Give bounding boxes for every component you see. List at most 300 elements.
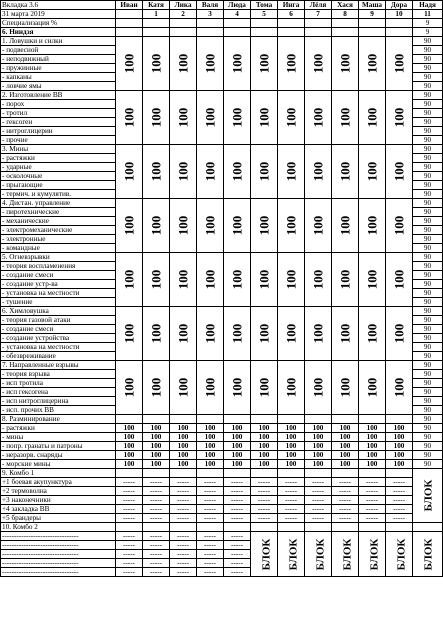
section-9-item-row bbox=[1, 514, 443, 523]
score-block bbox=[251, 91, 278, 145]
score-value: 100 bbox=[224, 460, 251, 469]
skill-label: - морские мины bbox=[1, 460, 116, 469]
score-block bbox=[251, 199, 278, 253]
empty-cell bbox=[278, 415, 305, 424]
score-value: 100 bbox=[116, 451, 143, 460]
score-value: 100 bbox=[364, 323, 380, 344]
last-score: 90 bbox=[413, 181, 443, 190]
score-value: 100 bbox=[170, 460, 197, 469]
block-label: БЛОК bbox=[287, 538, 300, 570]
column-name-7: Лёля bbox=[305, 1, 332, 10]
empty-cell bbox=[386, 469, 413, 478]
score-value: 100 bbox=[256, 53, 272, 74]
score-value: 100 bbox=[148, 323, 164, 344]
score-value: 100 bbox=[170, 433, 197, 442]
last-score: 90 bbox=[413, 271, 443, 280]
skill-label: - растяжки bbox=[1, 424, 116, 433]
score-value: 100 bbox=[337, 161, 353, 182]
column-number-5: 5 bbox=[251, 10, 278, 19]
dash-cell: ----- bbox=[197, 532, 224, 541]
last-score: 90 bbox=[413, 424, 443, 433]
score-value: 100 bbox=[148, 107, 164, 128]
score-value: 100 bbox=[332, 451, 359, 460]
ninja-row bbox=[1, 28, 443, 37]
score-block bbox=[359, 37, 386, 91]
score-value: 100 bbox=[229, 215, 245, 236]
score-block bbox=[278, 37, 305, 91]
skill-label: - электронные bbox=[1, 235, 116, 244]
score-value: 100 bbox=[170, 442, 197, 451]
empty-cell bbox=[116, 28, 143, 37]
skill-label: - тротил bbox=[1, 109, 116, 118]
blank-label: -------------------------------- bbox=[1, 559, 116, 568]
column-number-1: 1 bbox=[143, 10, 170, 19]
score-value: 100 bbox=[175, 161, 191, 182]
section-title: 5. Огневзрывки bbox=[1, 253, 116, 262]
score-block bbox=[386, 37, 413, 91]
last-score: 90 bbox=[413, 262, 443, 271]
dash-cell: ----- bbox=[116, 568, 143, 577]
score-block bbox=[305, 91, 332, 145]
header-row-date bbox=[1, 10, 443, 19]
combo-label: +1 боевая акупунктура bbox=[1, 478, 116, 487]
score-block bbox=[143, 91, 170, 145]
score-block bbox=[305, 145, 332, 199]
section-title: 3. Мины bbox=[1, 145, 116, 154]
last-score: 90 bbox=[413, 73, 443, 82]
score-value: 100 bbox=[121, 53, 137, 74]
last-score: 90 bbox=[413, 64, 443, 73]
skill-label: - создание устр-ва bbox=[1, 280, 116, 289]
empty-cell bbox=[143, 19, 170, 28]
empty-cell bbox=[359, 415, 386, 424]
score-value: 100 bbox=[337, 107, 353, 128]
last-score: 90 bbox=[413, 118, 443, 127]
column-number-4: 4 bbox=[224, 10, 251, 19]
score-value: 100 bbox=[170, 451, 197, 460]
dash-cell: ----- bbox=[224, 478, 251, 487]
score-block bbox=[116, 37, 143, 91]
empty-cell bbox=[170, 28, 197, 37]
dash-cell: ----- bbox=[143, 487, 170, 496]
dash-cell: ----- bbox=[386, 514, 413, 523]
score-block bbox=[197, 199, 224, 253]
score-value: 100 bbox=[364, 53, 380, 74]
score-value: 100 bbox=[251, 424, 278, 433]
score-value: 100 bbox=[283, 269, 299, 290]
score-value: 100 bbox=[143, 442, 170, 451]
score-value: 100 bbox=[197, 424, 224, 433]
score-block bbox=[332, 91, 359, 145]
empty-cell bbox=[359, 28, 386, 37]
score-value: 100 bbox=[175, 107, 191, 128]
score-block bbox=[386, 145, 413, 199]
score-value: 100 bbox=[251, 451, 278, 460]
column-name-11: Надя bbox=[413, 1, 443, 10]
dash-cell: ----- bbox=[116, 478, 143, 487]
score-value: 100 bbox=[116, 442, 143, 451]
dash-cell: ----- bbox=[143, 568, 170, 577]
score-value: 100 bbox=[143, 460, 170, 469]
section-4-title-row bbox=[1, 199, 443, 208]
dash-cell: ----- bbox=[143, 505, 170, 514]
section-2-title-row bbox=[1, 91, 443, 100]
dash-cell: ----- bbox=[197, 541, 224, 550]
dash-cell: ----- bbox=[224, 514, 251, 523]
blank-label: -------------------------------- bbox=[1, 550, 116, 559]
last-score: 90 bbox=[413, 307, 443, 316]
score-value: 100 bbox=[197, 451, 224, 460]
score-block bbox=[251, 145, 278, 199]
dash-cell: ----- bbox=[332, 478, 359, 487]
last-score: 90 bbox=[413, 199, 443, 208]
score-block bbox=[143, 253, 170, 307]
dash-cell: ----- bbox=[278, 496, 305, 505]
score-value: 100 bbox=[256, 215, 272, 236]
dash-cell: ----- bbox=[116, 559, 143, 568]
column-name-9: Маша bbox=[359, 1, 386, 10]
score-value: 100 bbox=[143, 433, 170, 442]
score-value: 100 bbox=[148, 377, 164, 398]
dash-cell: ----- bbox=[197, 487, 224, 496]
score-block bbox=[251, 307, 278, 361]
score-block bbox=[224, 145, 251, 199]
last-score: 90 bbox=[413, 325, 443, 334]
score-value: 100 bbox=[251, 433, 278, 442]
dash-cell: ----- bbox=[170, 514, 197, 523]
section-title: 6. Химловушка bbox=[1, 307, 116, 316]
empty-cell bbox=[386, 19, 413, 28]
column-number-7: 7 bbox=[305, 10, 332, 19]
score-value: 100 bbox=[202, 53, 218, 74]
score-value: 100 bbox=[305, 424, 332, 433]
empty-cell bbox=[197, 469, 224, 478]
column-number-10: 10 bbox=[386, 10, 413, 19]
dash-cell: ----- bbox=[197, 559, 224, 568]
section-8-item-row bbox=[1, 442, 443, 451]
score-value: 100 bbox=[229, 269, 245, 290]
score-block bbox=[224, 91, 251, 145]
empty-cell bbox=[143, 469, 170, 478]
section-8-title-row bbox=[1, 415, 443, 424]
empty-cell bbox=[251, 28, 278, 37]
dash-cell: ----- bbox=[224, 550, 251, 559]
score-value: 100 bbox=[224, 424, 251, 433]
blank-label: -------------------------------- bbox=[1, 541, 116, 550]
column-number-6: 6 bbox=[278, 10, 305, 19]
score-value: 100 bbox=[386, 424, 413, 433]
score-block bbox=[305, 199, 332, 253]
score-value: 100 bbox=[386, 442, 413, 451]
section-title: 10. Комбо 2 bbox=[1, 523, 116, 532]
dash-cell: ----- bbox=[332, 496, 359, 505]
score-value: 100 bbox=[202, 269, 218, 290]
score-value: 100 bbox=[175, 269, 191, 290]
dash-cell: ----- bbox=[116, 550, 143, 559]
score-value: 100 bbox=[364, 215, 380, 236]
score-block bbox=[224, 199, 251, 253]
score-value: 100 bbox=[337, 377, 353, 398]
empty-cell bbox=[278, 469, 305, 478]
empty-cell bbox=[359, 523, 386, 532]
score-value: 100 bbox=[359, 460, 386, 469]
score-value: 100 bbox=[229, 53, 245, 74]
score-value: 100 bbox=[386, 460, 413, 469]
score-value: 100 bbox=[332, 433, 359, 442]
dash-cell: ----- bbox=[305, 514, 332, 523]
score-block bbox=[170, 199, 197, 253]
last-score: 90 bbox=[413, 226, 443, 235]
block-cell bbox=[278, 532, 305, 577]
dash-cell: ----- bbox=[224, 487, 251, 496]
last-score: 90 bbox=[413, 208, 443, 217]
score-value: 100 bbox=[224, 433, 251, 442]
last-score: 90 bbox=[413, 280, 443, 289]
section-8-item-row bbox=[1, 433, 443, 442]
dash-cell: ----- bbox=[251, 487, 278, 496]
score-value: 100 bbox=[337, 53, 353, 74]
last-score: 90 bbox=[413, 190, 443, 199]
section-5-title-row bbox=[1, 253, 443, 262]
section-title: 1. Ловушки и силки bbox=[1, 37, 116, 46]
score-block bbox=[386, 361, 413, 415]
column-name-8: Хася bbox=[332, 1, 359, 10]
score-value: 100 bbox=[391, 269, 407, 290]
specialization-label: Специализация % bbox=[1, 19, 116, 28]
dash-cell: ----- bbox=[224, 505, 251, 514]
dash-cell: ----- bbox=[116, 496, 143, 505]
score-value: 100 bbox=[121, 161, 137, 182]
skill-label: - установка на местности bbox=[1, 343, 116, 352]
dash-cell: ----- bbox=[197, 478, 224, 487]
empty-cell bbox=[116, 19, 143, 28]
skill-label: - пружинные bbox=[1, 64, 116, 73]
score-block bbox=[359, 145, 386, 199]
score-value: 100 bbox=[278, 442, 305, 451]
block-label: БЛОК bbox=[314, 538, 327, 570]
block-label: БЛОК bbox=[260, 538, 273, 570]
column-name-10: Дора bbox=[386, 1, 413, 10]
score-block bbox=[278, 307, 305, 361]
last-score: 90 bbox=[413, 361, 443, 370]
score-value: 100 bbox=[251, 460, 278, 469]
last-score: 90 bbox=[413, 46, 443, 55]
skill-label: - электромеханические bbox=[1, 226, 116, 235]
last-score: 90 bbox=[413, 127, 443, 136]
dash-cell: ----- bbox=[359, 487, 386, 496]
dash-cell: ----- bbox=[197, 496, 224, 505]
dash-cell: ----- bbox=[197, 505, 224, 514]
dash-cell: ----- bbox=[224, 532, 251, 541]
dash-cell: ----- bbox=[170, 505, 197, 514]
section-9-item-row bbox=[1, 496, 443, 505]
score-block bbox=[278, 253, 305, 307]
block-cell bbox=[413, 469, 443, 523]
score-value: 100 bbox=[202, 377, 218, 398]
score-block bbox=[332, 145, 359, 199]
empty-cell bbox=[332, 19, 359, 28]
score-block bbox=[224, 307, 251, 361]
score-value: 100 bbox=[278, 433, 305, 442]
dash-cell: ----- bbox=[278, 478, 305, 487]
score-value: 100 bbox=[202, 215, 218, 236]
score-value: 100 bbox=[202, 107, 218, 128]
score-value: 100 bbox=[116, 433, 143, 442]
column-name-2: Лика bbox=[170, 1, 197, 10]
dash-cell: ----- bbox=[143, 559, 170, 568]
dash-cell: ----- bbox=[251, 478, 278, 487]
score-value: 100 bbox=[305, 442, 332, 451]
empty-cell bbox=[170, 523, 197, 532]
last-score: 90 bbox=[413, 37, 443, 46]
last-score: 90 bbox=[413, 253, 443, 262]
dash-cell: ----- bbox=[197, 550, 224, 559]
empty-cell bbox=[386, 28, 413, 37]
dash-cell: ----- bbox=[305, 505, 332, 514]
dash-cell: ----- bbox=[116, 514, 143, 523]
score-block bbox=[224, 253, 251, 307]
score-block bbox=[116, 253, 143, 307]
score-value: 100 bbox=[256, 107, 272, 128]
score-block bbox=[116, 199, 143, 253]
block-cell bbox=[305, 532, 332, 577]
skill-label: - мины bbox=[1, 433, 116, 442]
last-score: 90 bbox=[413, 379, 443, 388]
dash-cell: ----- bbox=[170, 568, 197, 577]
blank-label: -------------------------------- bbox=[1, 532, 116, 541]
column-number-9: 9 bbox=[359, 10, 386, 19]
empty-cell bbox=[305, 19, 332, 28]
dash-cell: ----- bbox=[332, 505, 359, 514]
score-value: 100 bbox=[229, 323, 245, 344]
dash-cell: ----- bbox=[332, 514, 359, 523]
empty-cell bbox=[332, 523, 359, 532]
score-value: 100 bbox=[121, 215, 137, 236]
dash-cell: ----- bbox=[386, 496, 413, 505]
score-block bbox=[197, 253, 224, 307]
score-block bbox=[251, 361, 278, 415]
dash-cell: ----- bbox=[359, 496, 386, 505]
score-value: 100 bbox=[175, 377, 191, 398]
skill-label: - исп гексогена bbox=[1, 388, 116, 397]
score-block bbox=[359, 253, 386, 307]
skill-label: - попр. гранаты и патроны bbox=[1, 442, 116, 451]
score-block bbox=[332, 307, 359, 361]
block-label: БЛОК bbox=[422, 479, 435, 512]
dash-cell: ----- bbox=[224, 496, 251, 505]
section-title: 9. Комбо 1 bbox=[1, 469, 116, 478]
score-value: 100 bbox=[305, 451, 332, 460]
score-value: 100 bbox=[310, 53, 326, 74]
score-block bbox=[359, 361, 386, 415]
skill-label: - подвесной bbox=[1, 46, 116, 55]
dash-cell: ----- bbox=[143, 478, 170, 487]
score-value: 100 bbox=[202, 161, 218, 182]
skill-label: - создание смеси bbox=[1, 325, 116, 334]
empty-cell bbox=[143, 523, 170, 532]
score-value: 100 bbox=[256, 323, 272, 344]
score-value: 100 bbox=[121, 377, 137, 398]
score-value: 100 bbox=[310, 215, 326, 236]
last-score: 90 bbox=[413, 352, 443, 361]
block-cell bbox=[413, 532, 443, 577]
dash-cell: ----- bbox=[305, 496, 332, 505]
score-value: 100 bbox=[175, 53, 191, 74]
blank-label: -------------------------------- bbox=[1, 568, 116, 577]
dash-cell: ----- bbox=[224, 541, 251, 550]
score-block bbox=[332, 199, 359, 253]
empty-cell bbox=[359, 469, 386, 478]
score-value: 100 bbox=[391, 107, 407, 128]
score-value: 100 bbox=[310, 161, 326, 182]
score-value: 100 bbox=[121, 323, 137, 344]
last-score: 90 bbox=[413, 235, 443, 244]
dash-cell: ----- bbox=[359, 514, 386, 523]
sheet-date: 31 марта 2019 bbox=[1, 10, 116, 19]
score-value: 100 bbox=[143, 424, 170, 433]
column-name-0: Иван bbox=[116, 1, 143, 10]
score-block bbox=[143, 37, 170, 91]
block-label: БЛОК bbox=[341, 538, 354, 570]
empty-cell bbox=[116, 415, 143, 424]
empty-cell bbox=[305, 415, 332, 424]
score-block bbox=[332, 361, 359, 415]
dash-cell: ----- bbox=[386, 478, 413, 487]
sheet-title: Вкладка 3.6 bbox=[1, 1, 116, 10]
score-block bbox=[116, 145, 143, 199]
dash-cell: ----- bbox=[278, 514, 305, 523]
last-score: 90 bbox=[413, 172, 443, 181]
section-title: 2. Изготовление ВВ bbox=[1, 91, 116, 100]
dash-cell: ----- bbox=[170, 559, 197, 568]
dash-cell: ----- bbox=[386, 487, 413, 496]
skill-label: - пиротехнические bbox=[1, 208, 116, 217]
empty-cell bbox=[170, 19, 197, 28]
score-block bbox=[359, 199, 386, 253]
score-block bbox=[278, 145, 305, 199]
score-value: 100 bbox=[224, 451, 251, 460]
section-3-title-row bbox=[1, 145, 443, 154]
dash-cell: ----- bbox=[278, 505, 305, 514]
score-value: 100 bbox=[175, 323, 191, 344]
empty-cell bbox=[413, 523, 443, 532]
score-block bbox=[197, 361, 224, 415]
score-value: 100 bbox=[148, 161, 164, 182]
score-value: 100 bbox=[197, 433, 224, 442]
score-value: 100 bbox=[148, 269, 164, 290]
score-value: 100 bbox=[278, 424, 305, 433]
last-score: 90 bbox=[413, 163, 443, 172]
score-value: 100 bbox=[359, 442, 386, 451]
column-name-1: Катя bbox=[143, 1, 170, 10]
score-value: 100 bbox=[121, 107, 137, 128]
score-block bbox=[305, 307, 332, 361]
score-value: 100 bbox=[148, 53, 164, 74]
skill-label: - теория взрыва bbox=[1, 370, 116, 379]
score-value: 100 bbox=[256, 269, 272, 290]
last-score: 90 bbox=[413, 154, 443, 163]
dash-cell: ----- bbox=[143, 514, 170, 523]
empty-cell bbox=[251, 415, 278, 424]
score-value: 100 bbox=[391, 323, 407, 344]
score-value: 100 bbox=[283, 215, 299, 236]
dash-cell: ----- bbox=[170, 550, 197, 559]
skill-label: - установка на местности bbox=[1, 289, 116, 298]
score-value: 100 bbox=[251, 442, 278, 451]
empty-cell bbox=[170, 469, 197, 478]
score-value: 100 bbox=[310, 269, 326, 290]
score-block bbox=[116, 307, 143, 361]
